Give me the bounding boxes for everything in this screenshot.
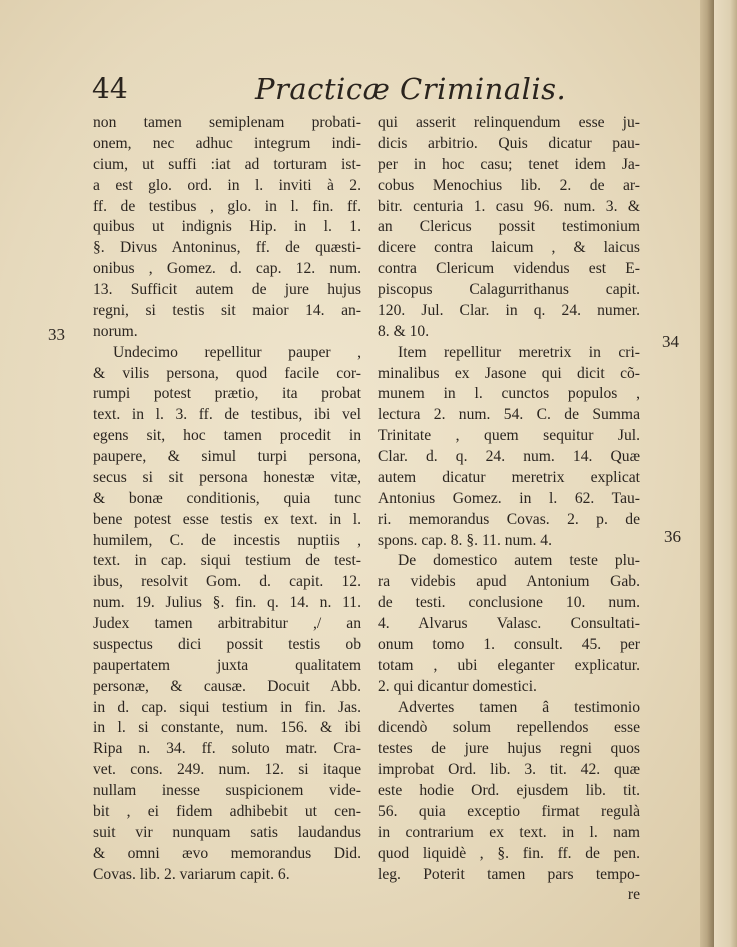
- text-line: humilem, C. de incestis nuptiis ,: [93, 531, 361, 549]
- text-line: 120. Jul. Clar. in q. 24. numer.: [378, 301, 640, 319]
- text-line: Antonius Gomez. in l. 62. Tau-: [378, 489, 640, 507]
- text-line: ra videbis apud Antonium Gab.: [378, 573, 640, 591]
- text-line: nullam inesse suspicionem vide-: [93, 782, 361, 799]
- text-line: re: [627, 886, 640, 904]
- text-line: vet. cons. 249. num. 12. si itaque: [93, 761, 361, 779]
- text-line: Undecimo repellitur pauper ,: [113, 343, 361, 361]
- facing-page-edge: [714, 0, 737, 947]
- text-line: & vilis persona, quod facile cor-: [93, 364, 361, 382]
- text-line: onibus , Gomez. d. cap. 12. num.: [93, 260, 361, 278]
- text-line: ibus, resolvit Gom. d. capit. 12.: [93, 573, 361, 591]
- text-line: & omni ævo memorandus Did.: [93, 844, 361, 862]
- text-line: Clar. d. q. 24. num. 14. Quæ: [378, 448, 640, 465]
- text-line: an Clericus possit testimonium: [378, 218, 640, 236]
- text-line: bitr. centuria 1. casu 96. num. 3. &: [378, 197, 640, 215]
- text-line: 56. quia exceptio firmat regulà: [378, 802, 640, 820]
- text-line: onem, nec adhuc integrum indi-: [93, 134, 361, 152]
- text-line: Ripa n. 34. ff. soluto matr. Cra-: [93, 740, 361, 758]
- text-line: dicis arbitrio. Quis dicatur pau-: [378, 134, 640, 152]
- paragraph-number-34: 34: [662, 332, 679, 351]
- text-line: in contrarium ex text. in l. nam: [378, 823, 640, 841]
- text-line: onum tomo 1. consult. 45. per: [378, 635, 640, 653]
- text-line: egens sit, hoc tamen procedit in: [93, 427, 361, 445]
- text-line: totam , ubi eleganter explicatur.: [378, 656, 640, 674]
- text-line: ri. memorandus Covas. 2. p. de: [378, 510, 640, 528]
- left-text-column: [93, 113, 361, 885]
- text-line: bit , ei fidem adhibebit ut cen-: [93, 802, 361, 820]
- running-head: [0, 72, 700, 112]
- text-line: testes de jure hujus regni quos: [378, 740, 640, 758]
- paragraph-number-33: 33: [48, 325, 65, 344]
- text-line: cobus Menochius lib. 2. de ar-: [378, 176, 640, 194]
- text-line: paupere, & simul turpi persona,: [93, 448, 361, 465]
- text-line: ff. de testibus , glo. in l. fin. ff.: [93, 197, 361, 215]
- book-gutter: [700, 0, 714, 947]
- text-line: rumpi potest prætio, ita probat: [93, 385, 361, 403]
- text-line: qui asserit relinquendum esse ju-: [378, 114, 640, 131]
- text-line: norum.: [93, 322, 138, 340]
- text-line: cium, ut suffi :iat ad torturam ist-: [93, 155, 361, 173]
- text-line: suspectus dici possit testis ob: [93, 635, 361, 653]
- text-line: & bonæ conditionis, quia tunc: [93, 489, 361, 507]
- text-line: munem in l. cunctos populos ,: [378, 385, 640, 403]
- text-line: quod liquidè , §. fin. ff. de pen.: [378, 844, 640, 862]
- text-line: regni, si testis sit maior 14. an-: [93, 301, 361, 319]
- text-line: 2. qui dicantur domestici.: [378, 677, 537, 695]
- text-line: in l. si constante, num. 156. & ibi: [93, 719, 361, 737]
- page-number: 44: [92, 72, 128, 105]
- text-line: personæ, & causæ. Docuit Abb.: [93, 677, 361, 695]
- text-line: non tamen semiplenam probati-: [93, 114, 361, 131]
- text-line: dicendò solum repellendos esse: [378, 719, 640, 737]
- text-line: Advertes tamen â testimonio: [398, 698, 640, 716]
- text-line: autem dicatur meretrix explicat: [378, 468, 640, 486]
- text-line: dicere contra laicum , & laicus: [378, 239, 640, 257]
- text-line: spons. cap. 8. §. 11. num. 4.: [378, 531, 552, 549]
- text-line: este hodie Ord. ejusdem lib. tit.: [378, 782, 640, 799]
- text-line: leg. Poterit tamen pars tempo-: [378, 865, 640, 883]
- text-line: piscopus Calagurrithanus capit.: [378, 281, 640, 298]
- text-line: suit vir nunquam satis laudandus: [93, 823, 361, 841]
- text-line: §. Divus Antoninus, ff. de quæsti-: [93, 239, 361, 257]
- text-line: 13. Sufficit autem de jure hujus: [93, 281, 361, 298]
- text-line: text. in l. 3. ff. de testibus, ibi vel: [93, 406, 361, 424]
- text-line: Judex tamen arbitrabitur ,/ an: [93, 615, 361, 632]
- text-line: per in hoc casu; tenet idem Ja-: [378, 155, 640, 173]
- text-line: lectura 2. num. 54. C. de Summa: [378, 406, 640, 424]
- text-line: quibus ut indignis Hip. in l. 1.: [93, 218, 361, 236]
- text-line: De domestico autem teste plu-: [398, 552, 640, 570]
- text-line: text. in cap. siqui testium de test-: [93, 552, 361, 570]
- text-line: Trinitate , quem sequitur Jul.: [378, 427, 640, 445]
- text-line: a est glo. ord. in l. inviti à 2.: [93, 176, 361, 194]
- text-line: 8. & 10.: [378, 322, 430, 340]
- text-line: bene potest esse testis ex text. in l.: [93, 510, 361, 528]
- text-line: Covas. lib. 2. variarum capit. 6.: [93, 865, 290, 883]
- text-line: 4. Alvarus Valasc. Consultati-: [378, 615, 640, 632]
- text-line: improbat Ord. lib. 3. tit. 42. quæ: [378, 761, 640, 779]
- right-text-column: [378, 113, 640, 906]
- text-line: minalibus ex Jasone qui dicit cõ-: [378, 364, 640, 382]
- running-title: Practicæ Criminalis.: [255, 72, 567, 106]
- text-line: secus si sit persona honestæ vitæ,: [93, 468, 361, 486]
- text-line: num. 19. Julius §. fin. q. 14. n. 11.: [93, 594, 361, 612]
- paragraph-number-36: 36: [664, 527, 681, 546]
- text-line: Item repellitur meretrix in cri-: [398, 343, 640, 361]
- text-line: de testi. conclusione 10. num.: [378, 594, 640, 612]
- text-line: contra Clericum videndus est E-: [378, 260, 640, 278]
- text-line: paupertatem juxta qualitatem: [93, 656, 361, 674]
- text-line: in d. cap. siqui testium in fin. Jas.: [93, 698, 361, 716]
